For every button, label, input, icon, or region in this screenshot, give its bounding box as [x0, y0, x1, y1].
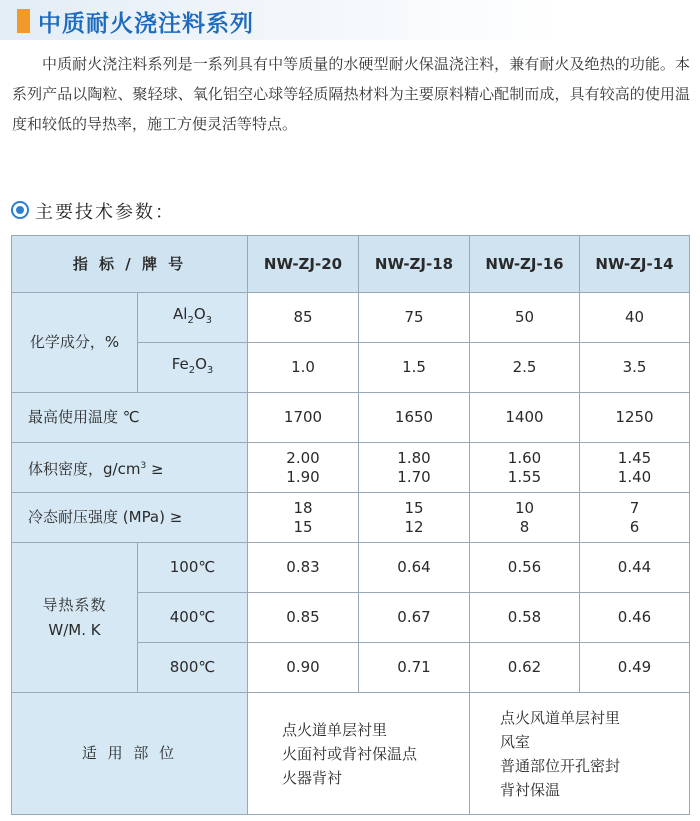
cell-value: 7 — [629, 498, 640, 517]
cell-value: 12 — [404, 517, 424, 536]
cell-value: 15 — [404, 498, 424, 517]
formula-part: Al — [173, 305, 188, 323]
formula-sub: 3 — [205, 315, 212, 326]
grade-header: NW-ZJ-14 — [580, 236, 690, 293]
grade-header: NW-ZJ-16 — [470, 236, 580, 293]
cell-value: 2.00 — [286, 448, 320, 467]
grade-header: NW-ZJ-20 — [248, 236, 359, 293]
table-cell — [470, 493, 580, 543]
application-left — [248, 693, 470, 815]
table-row-max-temp — [12, 393, 690, 443]
table-cell: 3.5 — [580, 343, 690, 393]
chem-label: 化学成分，% — [12, 293, 138, 393]
table-row-conductivity-100 — [12, 543, 690, 593]
table-cell: 75 — [359, 293, 470, 343]
table-cell: 0.64 — [359, 543, 470, 593]
table-cell: 1.5 — [359, 343, 470, 393]
table-cell: 0.85 — [248, 593, 359, 643]
formula-part: O — [193, 305, 206, 323]
application-line: 火面衬或背衬保温点 — [282, 744, 418, 763]
section-title: 主要技术参数： — [35, 202, 175, 223]
grade-header: NW-ZJ-18 — [359, 236, 470, 293]
table-cell — [580, 493, 690, 543]
formula-sub: 3 — [206, 365, 214, 376]
application-right — [470, 693, 690, 815]
table-cell: 1650 — [359, 393, 470, 443]
density-label-suffix: ≥ — [146, 459, 164, 478]
spec-table — [11, 235, 690, 815]
table-cell: 85 — [248, 293, 359, 343]
formula-part: O — [195, 355, 207, 373]
cell-value: 1.55 — [507, 467, 542, 486]
intro-paragraph: 中质耐火浇注料系列是一系列具有中等质量的水硬型耐火保温浇注料，兼有耐火及绝热的功能。本系列产品以陶粒、聚轻球、氧化铝空心球等轻质隔热材料为主要原料精心配制而成，具有较高的使用温度和较低的导热率，施工方便灵活等特点。 — [12, 55, 690, 133]
table-cell: 1.0 — [248, 343, 359, 393]
table-cell: 2.5 — [470, 343, 580, 393]
table-cell — [470, 443, 580, 493]
cell-value: 1.45 — [617, 448, 652, 467]
conductivity-label — [12, 543, 138, 693]
table-cell — [248, 493, 359, 543]
max-temp-label: 最高使用温度 ℃ — [12, 393, 248, 443]
temp-label: 400℃ — [138, 593, 248, 643]
formula-sub: 2 — [188, 365, 196, 376]
formula-part: Fe — [171, 355, 189, 373]
table-cell — [359, 493, 470, 543]
cell-value: 1.80 — [397, 448, 431, 467]
table-cell: 0.56 — [470, 543, 580, 593]
table-row-strength — [12, 493, 690, 543]
application-label: 适 用 部 位 — [12, 693, 248, 815]
application-line: 背衬保温 — [500, 780, 561, 799]
table-cell: 0.44 — [580, 543, 690, 593]
application-line: 火器背衬 — [282, 768, 343, 787]
table-cell: 1700 — [248, 393, 359, 443]
table-row-application — [12, 693, 690, 815]
application-line: 点火风道单层衬里 — [500, 708, 621, 727]
table-cell: 50 — [470, 293, 580, 343]
conductivity-label-line: 导热系数 — [42, 595, 107, 614]
formula-sub: 2 — [187, 315, 194, 326]
application-line: 点火道单层衬里 — [282, 720, 388, 739]
table-cell: 0.71 — [359, 643, 470, 693]
title-marker — [17, 9, 30, 33]
table-cell: 0.90 — [248, 643, 359, 693]
cell-value: 8 — [519, 517, 530, 536]
page-title: 中质耐火浇注料系列 — [38, 11, 254, 37]
conductivity-label-unit: W/M. K — [48, 620, 101, 639]
cell-value: 1.60 — [507, 448, 542, 467]
table-cell: 1400 — [470, 393, 580, 443]
table-cell: 40 — [580, 293, 690, 343]
application-line: 普通部位开孔密封 — [500, 756, 621, 775]
cell-value: 1.70 — [397, 467, 431, 486]
cell-value: 10 — [514, 498, 535, 517]
table-cell: 0.58 — [470, 593, 580, 643]
table-cell — [359, 443, 470, 493]
table-cell: 1250 — [580, 393, 690, 443]
table-cell: 0.62 — [470, 643, 580, 693]
cell-value: 15 — [293, 517, 313, 536]
cell-value: 18 — [293, 498, 313, 517]
density-label-text: 体积密度，g/cm — [28, 459, 141, 478]
table-row-al2o3 — [12, 293, 690, 343]
cell-value: 6 — [629, 517, 640, 536]
table-cell: 0.46 — [580, 593, 690, 643]
application-line: 风室 — [500, 732, 531, 751]
table-cell — [248, 443, 359, 493]
title-bar — [0, 0, 700, 40]
bullet-circle-icon — [11, 201, 29, 219]
header-label: 指 标 / 牌 号 — [12, 236, 248, 293]
cell-value: 1.40 — [617, 467, 652, 486]
density-label-sup: 3 — [140, 460, 147, 471]
table-cell: 0.83 — [248, 543, 359, 593]
table-cell: 0.49 — [580, 643, 690, 693]
strength-label: 冷态耐压强度 (MPa) ≥ — [12, 493, 248, 543]
al2o3-label — [138, 293, 248, 343]
table-cell: 0.67 — [359, 593, 470, 643]
density-label — [12, 443, 248, 493]
table-cell — [580, 443, 690, 493]
cell-value: 1.90 — [286, 467, 320, 486]
table-header-row — [12, 236, 690, 293]
temp-label: 800℃ — [138, 643, 248, 693]
table-row-density — [12, 443, 690, 493]
fe2o3-label — [138, 343, 248, 393]
temp-label: 100℃ — [138, 543, 248, 593]
